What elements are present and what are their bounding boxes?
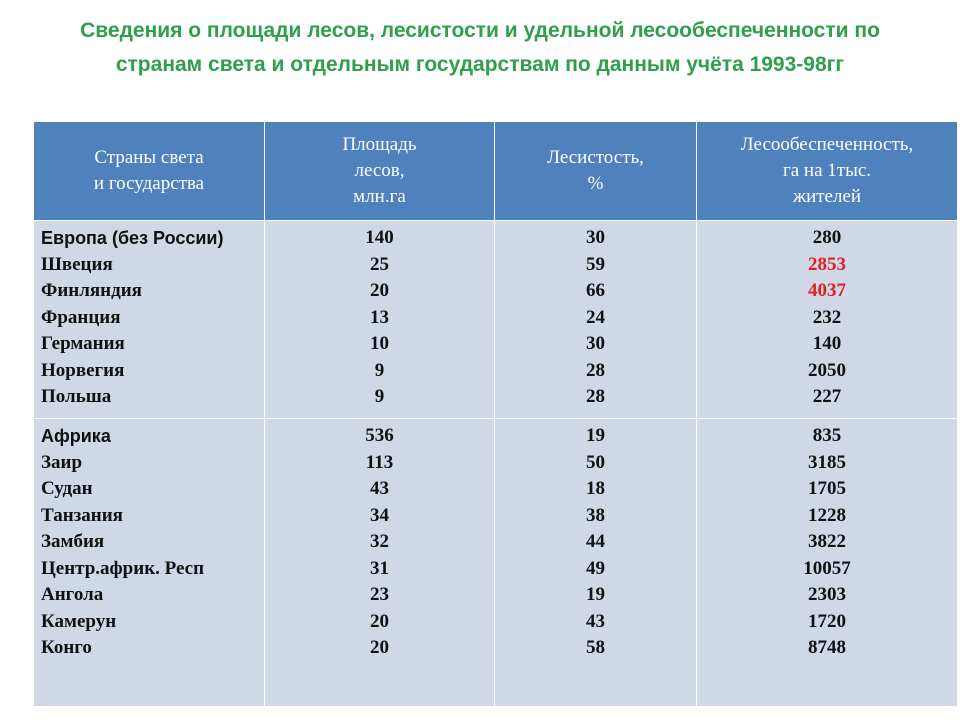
forest-data-table (33, 121, 958, 707)
forest-supply-value: 8748 (808, 637, 846, 658)
header-line: млн.га (353, 186, 406, 207)
country-name: Африка (41, 426, 111, 446)
forest-coverage-value: 58 (586, 637, 605, 658)
forest-supply-value: 140 (812, 333, 842, 354)
header-line: Площадь (342, 134, 417, 155)
forest-area-value: 32 (370, 531, 389, 552)
country-name: Франция (41, 306, 121, 328)
forest-area-value: 23 (370, 584, 389, 605)
header-forest-area (265, 122, 495, 221)
header-line: га на 1тыс. (782, 160, 872, 181)
forest-coverage-value: 44 (586, 531, 605, 552)
header-forest-supply (697, 122, 958, 221)
forest-area-value: 9 (374, 386, 385, 407)
forest-area-value: 43 (370, 478, 389, 499)
header-line: Лесообеспеченность, (740, 134, 914, 155)
table-group-row (34, 419, 958, 707)
forest-supply-value: 232 (812, 306, 842, 328)
forest-supply-value: 3822 (808, 531, 846, 552)
forest-area-value: 9 (374, 359, 385, 381)
forest-area-value: 31 (370, 557, 389, 579)
country-name: Заир (41, 451, 83, 473)
forest-area-value: 34 (370, 504, 389, 526)
country-name: Германия (41, 333, 125, 354)
title-line-2: странам света и отдельным государствам по данным учёта 1993-98гг (115, 53, 845, 76)
forest-supply-value: 2853 (808, 253, 846, 275)
forest-supply-cell (697, 221, 958, 419)
forest-supply-value: 3185 (808, 451, 846, 473)
forest-coverage-value: 50 (586, 451, 605, 473)
forest-coverage-value: 30 (586, 227, 605, 248)
country-name: Центр.африк. Респ (41, 557, 205, 579)
forest-supply-value: 1720 (808, 610, 846, 632)
country-name: Конго (41, 637, 92, 658)
forest-supply-value: 2050 (808, 359, 846, 381)
forest-coverage-value: 28 (586, 359, 605, 381)
country-name: Финляндия (41, 280, 142, 301)
header-line: лесов, (354, 160, 405, 181)
forest-area-value: 536 (365, 425, 394, 446)
header-line: и государства (93, 173, 205, 194)
forest-coverage-value: 19 (586, 584, 605, 605)
forest-area-value: 10 (370, 333, 389, 354)
forest-area-value: 140 (365, 227, 394, 248)
header-countries (34, 122, 265, 221)
forest-coverage-value: 43 (586, 610, 605, 632)
table-group-row (34, 221, 958, 419)
header-line: Лесистость, (547, 147, 644, 168)
header-line: жителей (792, 186, 862, 207)
forest-supply-value: 227 (812, 386, 842, 407)
header-line: Страны света (94, 147, 204, 168)
title-line-1: Сведения о площади лесов, лесистости и удельной лесообеспеченности по (80, 19, 880, 42)
forest-coverage-value: 24 (586, 306, 605, 328)
forest-supply-value: 2303 (808, 584, 846, 605)
header-line: % (587, 173, 604, 194)
forest-area-value: 20 (370, 610, 389, 632)
forest-supply-cell (697, 419, 958, 707)
forest-coverage-value: 28 (586, 386, 605, 407)
header-row (34, 122, 958, 221)
forest-coverage-value: 18 (586, 478, 605, 499)
forest-supply-value: 835 (812, 425, 842, 446)
forest-supply-value: 280 (812, 227, 842, 248)
country-name: Европа (без России) (41, 228, 224, 248)
forest-area-value: 20 (370, 280, 389, 301)
forest-area-cell (265, 221, 495, 419)
forest-area-cell (265, 419, 495, 707)
country-name: Камерун (41, 610, 117, 632)
forest-supply-value: 1228 (808, 504, 846, 526)
forest-coverage-value: 49 (586, 557, 605, 579)
forest-supply-value: 4037 (808, 280, 846, 301)
forest-area-value: 25 (370, 253, 389, 275)
page-title (40, 14, 920, 82)
header-forest-coverage (495, 122, 697, 221)
forest-coverage-value: 66 (586, 280, 605, 301)
forest-area-value: 20 (370, 637, 389, 658)
country-name: Швеция (41, 253, 113, 275)
forest-supply-value: 10057 (803, 557, 851, 579)
forest-area-value: 113 (365, 451, 394, 473)
country-names-cell (34, 419, 265, 707)
forest-coverage-value: 59 (586, 253, 605, 275)
forest-coverage-value: 19 (586, 425, 605, 446)
forest-coverage-cell (495, 419, 697, 707)
forest-coverage-cell (495, 221, 697, 419)
country-name: Замбия (41, 531, 105, 552)
country-name: Судан (41, 478, 93, 499)
forest-coverage-value: 30 (586, 333, 605, 354)
country-name: Ангола (41, 584, 104, 605)
forest-supply-value: 1705 (808, 478, 846, 499)
country-name: Польша (41, 386, 112, 407)
country-names-cell (34, 221, 265, 419)
country-name: Норвегия (41, 359, 125, 381)
forest-coverage-value: 38 (586, 504, 605, 526)
country-name: Танзания (41, 504, 123, 526)
forest-area-value: 13 (370, 306, 389, 328)
